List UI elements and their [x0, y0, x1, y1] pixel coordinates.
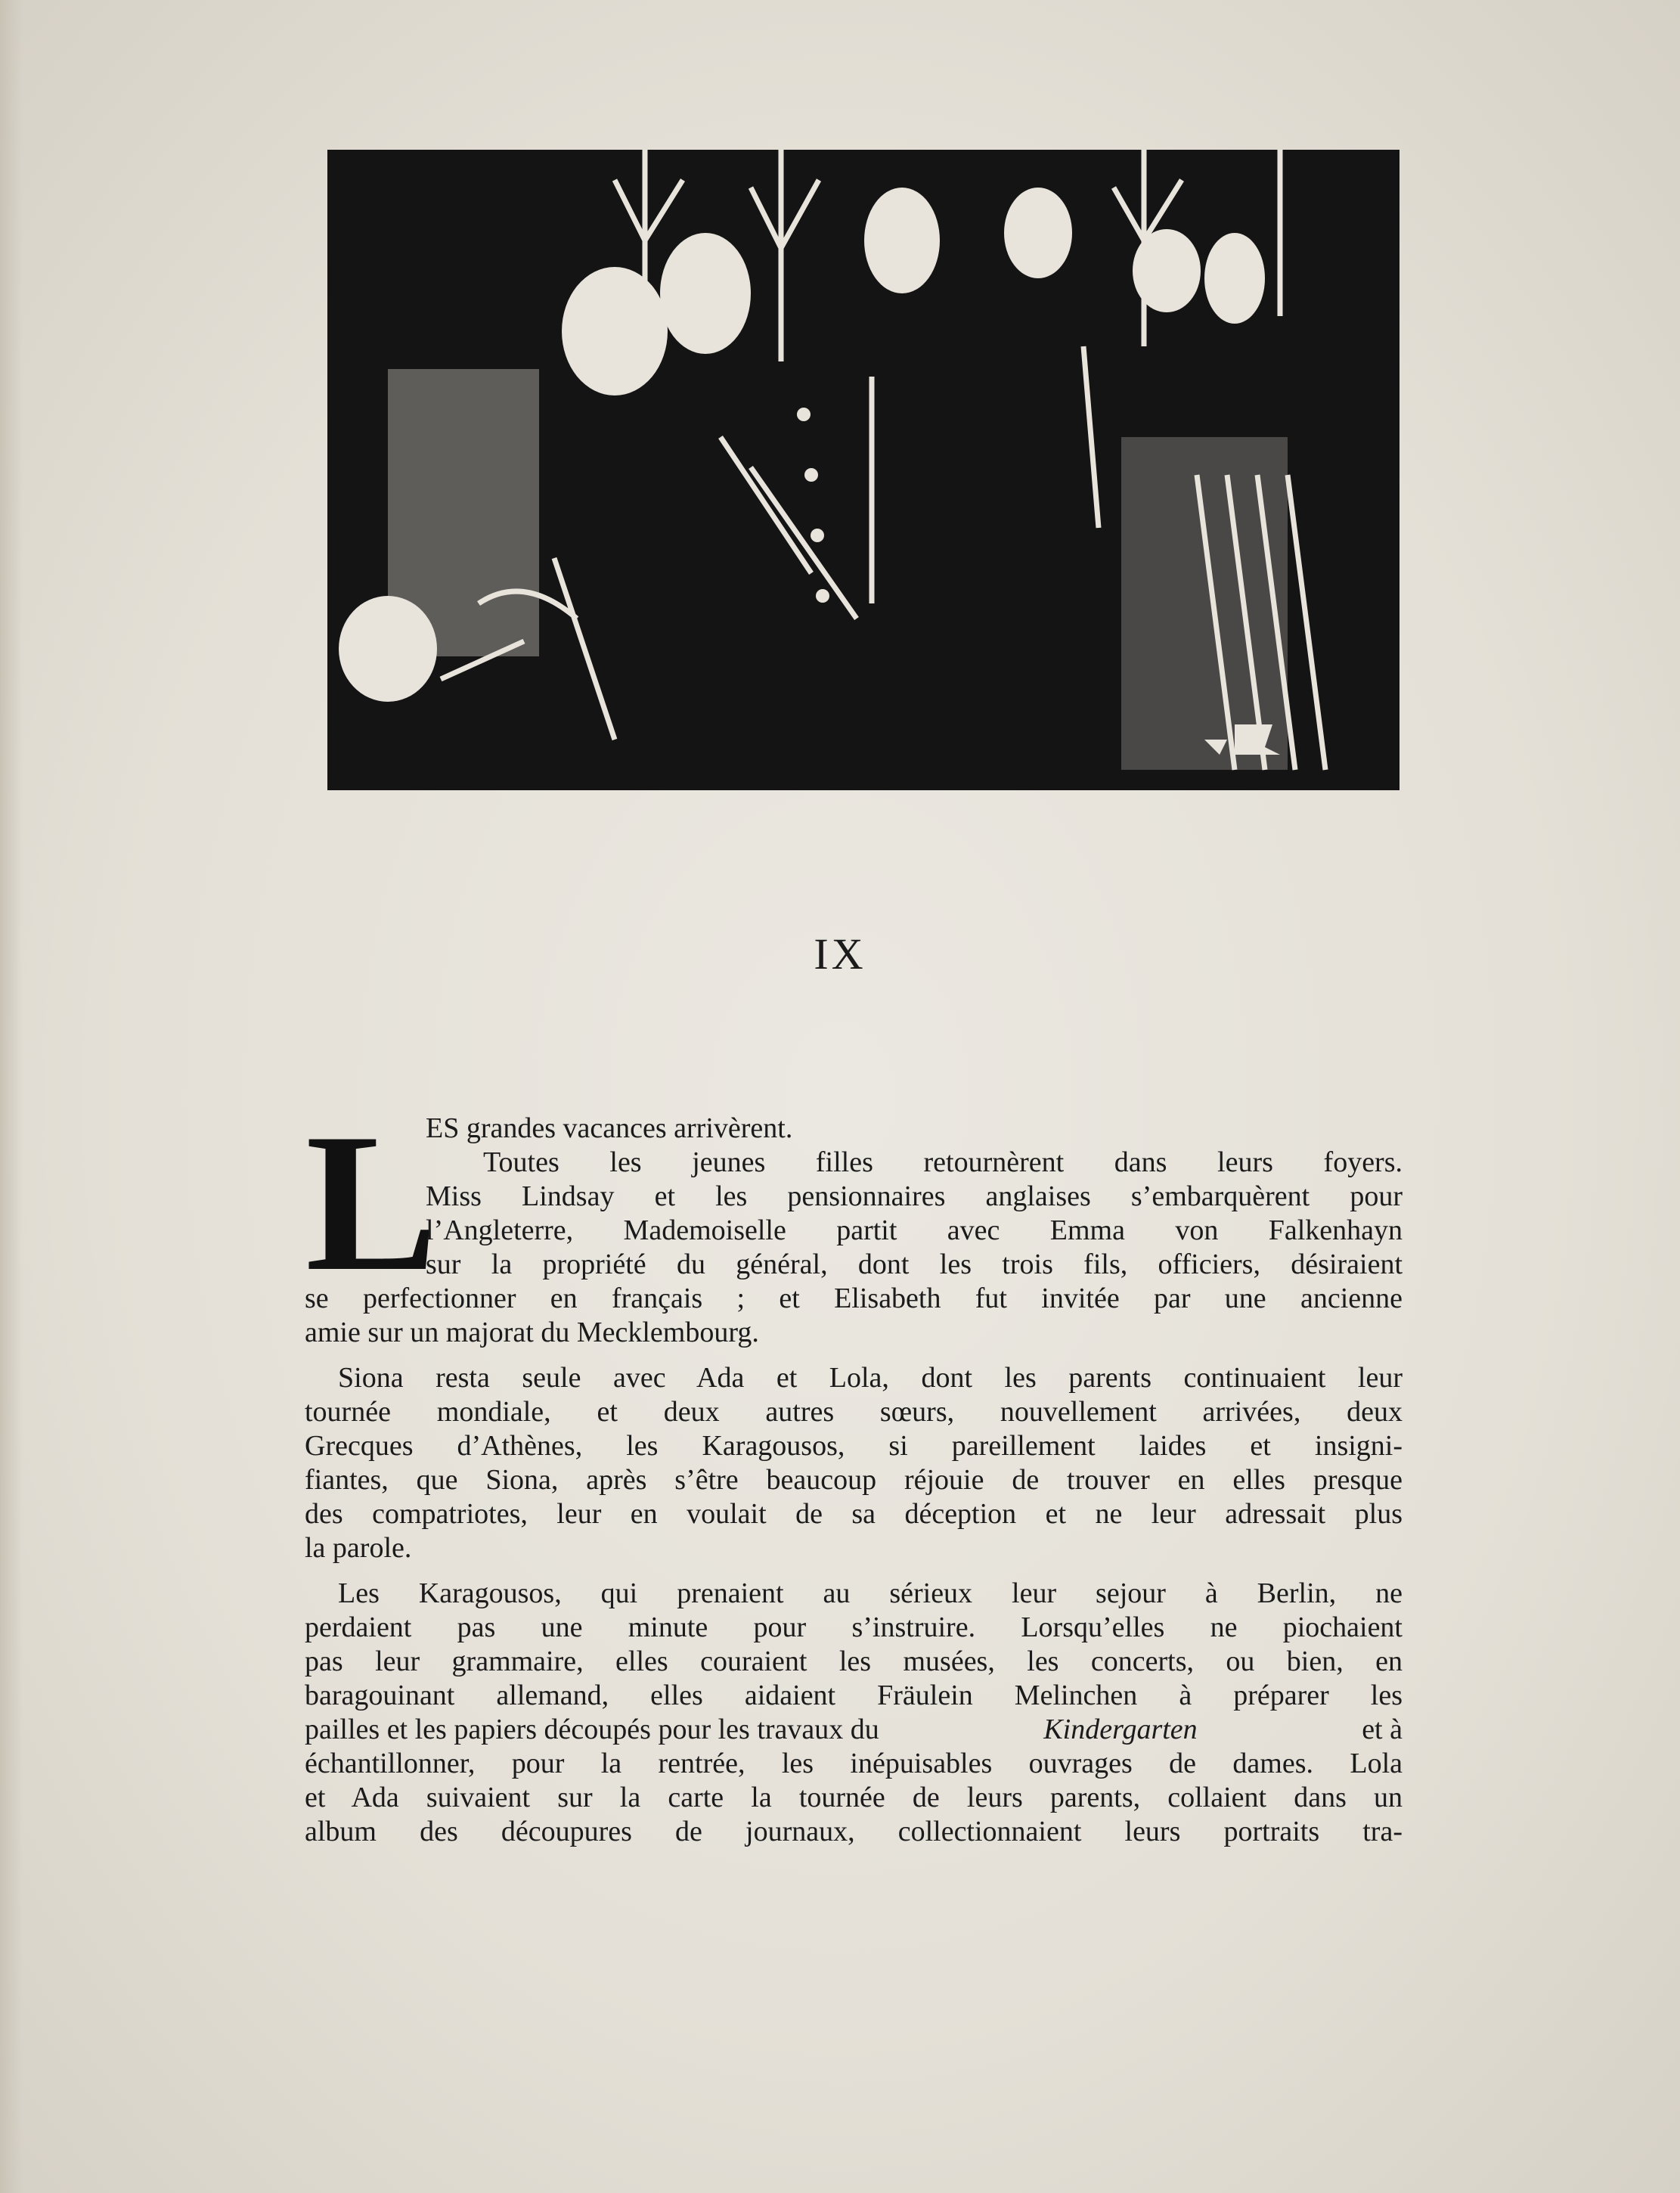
- text-line: amie sur un majorat du Mecklembourg.: [305, 1317, 759, 1348]
- italic-term: Kindergarten: [1043, 1714, 1198, 1745]
- text-line: la parole.: [305, 1532, 412, 1564]
- text-line: ES grandes vacances arrivèrent.: [426, 1112, 793, 1144]
- text-line: Miss Lindsay et les pensionnaires anglaises s’embarquèrent pour: [426, 1180, 1403, 1212]
- text-line: tournée mondiale, et deux autres sœurs, nouvellement arrivées, deux: [305, 1396, 1403, 1428]
- page-edge-shadow: [0, 0, 23, 2193]
- woodcut-illustration: [327, 150, 1399, 790]
- text-line: et Ada suivaient sur la carte la tournée de leurs parents, collaient dans un: [305, 1782, 1403, 1813]
- text-line: Grecques d’Athènes, les Karagousos, si pareillement laides et insigni-: [305, 1430, 1403, 1462]
- text-line: baragouinant allemand, elles aidaient Fräulein Melinchen à préparer les: [305, 1680, 1403, 1711]
- text-line: Toutes les jeunes filles retournèrent dans leurs foyers.: [483, 1146, 1403, 1178]
- text-line: pas leur grammaire, elles couraient les musées, les concerts, ou bien, en: [305, 1646, 1403, 1677]
- text-line: des compatriotes, leur en voulait de sa déception et ne leur adressait plus: [305, 1498, 1403, 1530]
- text-line: se perfectionner en français ; et Elisabeth fut invitée par une ancienne: [305, 1283, 1403, 1314]
- text-line: [305, 1713, 1403, 1747]
- woodcut-artwork: [327, 150, 1399, 790]
- text-segment: pailles et les papiers découpés pour les travaux du: [305, 1714, 887, 1745]
- text-line: Siona resta seule avec Ada et Lola, dont les parents continuaient leur: [338, 1362, 1403, 1394]
- text-line: échantillonner, pour la rentrée, les inépuisables ouvrages de dames. Lola: [305, 1748, 1403, 1779]
- text-line: sur la propriété du général, dont les trois fils, officiers, désiraient: [426, 1248, 1403, 1280]
- drop-cap: L: [305, 1093, 438, 1312]
- chapter-number: IX: [814, 929, 866, 979]
- text-line: album des découpures de journaux, collectionnaient leurs portraits tra-: [305, 1816, 1403, 1847]
- text-line: l’Angleterre, Mademoiselle partit avec Emma von Falkenhayn: [426, 1214, 1403, 1246]
- text-segment: et à: [1354, 1714, 1403, 1745]
- body-text: [305, 1093, 1403, 1849]
- text-line: perdaient pas une minute pour s’instruire. Lorsqu’elles ne piochaient: [305, 1611, 1403, 1643]
- text-line: fiantes, que Siona, après s’être beaucoup réjouie de trouver en elles presque: [305, 1464, 1403, 1496]
- text-line: Les Karagousos, qui prenaient au sérieux leur sejour à Berlin, ne: [338, 1577, 1403, 1609]
